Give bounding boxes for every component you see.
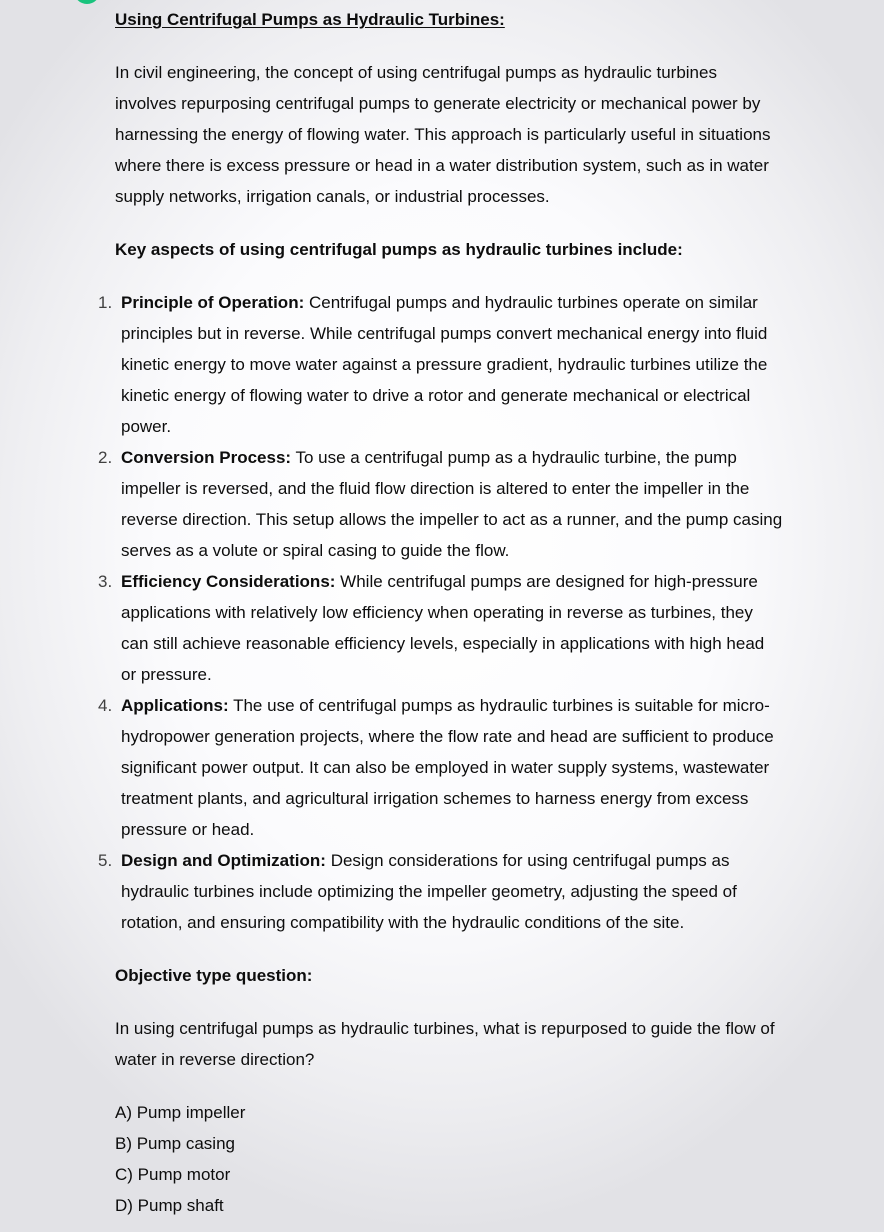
assistant-message xyxy=(98,4,783,1221)
answer-option-b: B) Pump casing xyxy=(115,1134,235,1153)
list-item-number: 3. xyxy=(98,572,113,591)
list-item-title: Efficiency Considerations: xyxy=(121,572,336,591)
assistant-avatar-icon xyxy=(74,0,100,4)
list-item-text: Centrifugal pumps and hydraulic turbines operate on similar principles but in reverse. While centrifugal pumps convert mechanical energy into fluid kinetic energy to move water against a pressure gradient, hydraulic turbines utilize the kinetic energy of flowing water to drive a rotor and generate mechanical or electrical power. xyxy=(121,293,768,436)
key-aspects-heading: Key aspects of using centrifugal pumps as hydraulic turbines include: xyxy=(115,240,683,259)
answer-options xyxy=(115,1097,783,1221)
list-item-title: Principle of Operation: xyxy=(121,293,305,312)
list-item-text: While centrifugal pumps are designed for high-pressure applications with relatively low efficiency when operating in reverse as turbines, they can still achieve reasonable efficiency levels, especially in applications with high head or pressure. xyxy=(121,572,765,684)
list-item-number: 1. xyxy=(98,293,113,312)
list-item-title: Conversion Process: xyxy=(121,448,292,467)
list-item xyxy=(98,690,783,845)
list-item-title: Design and Optimization: xyxy=(121,851,326,870)
list-item xyxy=(98,566,783,690)
list-item-text: Design considerations for using centrifugal pumps as hydraulic turbines include optimizing the impeller geometry, adjusting the speed of rotation, and ensuring compatibility with the hydraulic conditions of the site. xyxy=(121,851,737,932)
list-item-text: To use a centrifugal pump as a hydraulic turbine, the pump impeller is reversed, and the fluid flow direction is altered to enter the impeller in the reverse direction. This setup allows the impeller to act as a runner, and the pump casing serves as a volute or spiral casing to guide the flow. xyxy=(121,448,783,560)
answer-option-c: C) Pump motor xyxy=(115,1165,231,1184)
answer-option-a: A) Pump impeller xyxy=(115,1103,246,1122)
page-title: Using Centrifugal Pumps as Hydraulic Turbines: xyxy=(115,10,505,29)
list-item xyxy=(98,442,783,566)
intro-paragraph: In civil engineering, the concept of using centrifugal pumps as hydraulic turbines involves repurposing centrifugal pumps to generate electricity or mechanical power by harnessing the energy of flowing water. This approach is particularly useful in situations where there is excess pressure or head in a water distribution system, such as in water supply networks, irrigation canals, or industrial processes. xyxy=(115,63,771,206)
list-item-text: The use of centrifugal pumps as hydraulic turbines is suitable for micro-hydropower generation projects, where the flow rate and head are sufficient to produce significant power output. It can also be employed in water supply systems, wastewater treatment plants, and agricultural irrigation schemes to harness energy from excess pressure or head. xyxy=(121,696,774,839)
list-item-title: Applications: xyxy=(121,696,229,715)
answer-option-d: D) Pump shaft xyxy=(115,1196,224,1215)
key-aspects-list xyxy=(98,287,783,938)
question-text: In using centrifugal pumps as hydraulic turbines, what is repurposed to guide the flow of water in reverse direction? xyxy=(115,1019,775,1069)
objective-question-heading: Objective type question: xyxy=(115,966,313,985)
list-item-number: 5. xyxy=(98,851,113,870)
list-item-number: 4. xyxy=(98,696,113,715)
list-item xyxy=(98,287,783,442)
list-item-number: 2. xyxy=(98,448,113,467)
list-item xyxy=(98,845,783,938)
